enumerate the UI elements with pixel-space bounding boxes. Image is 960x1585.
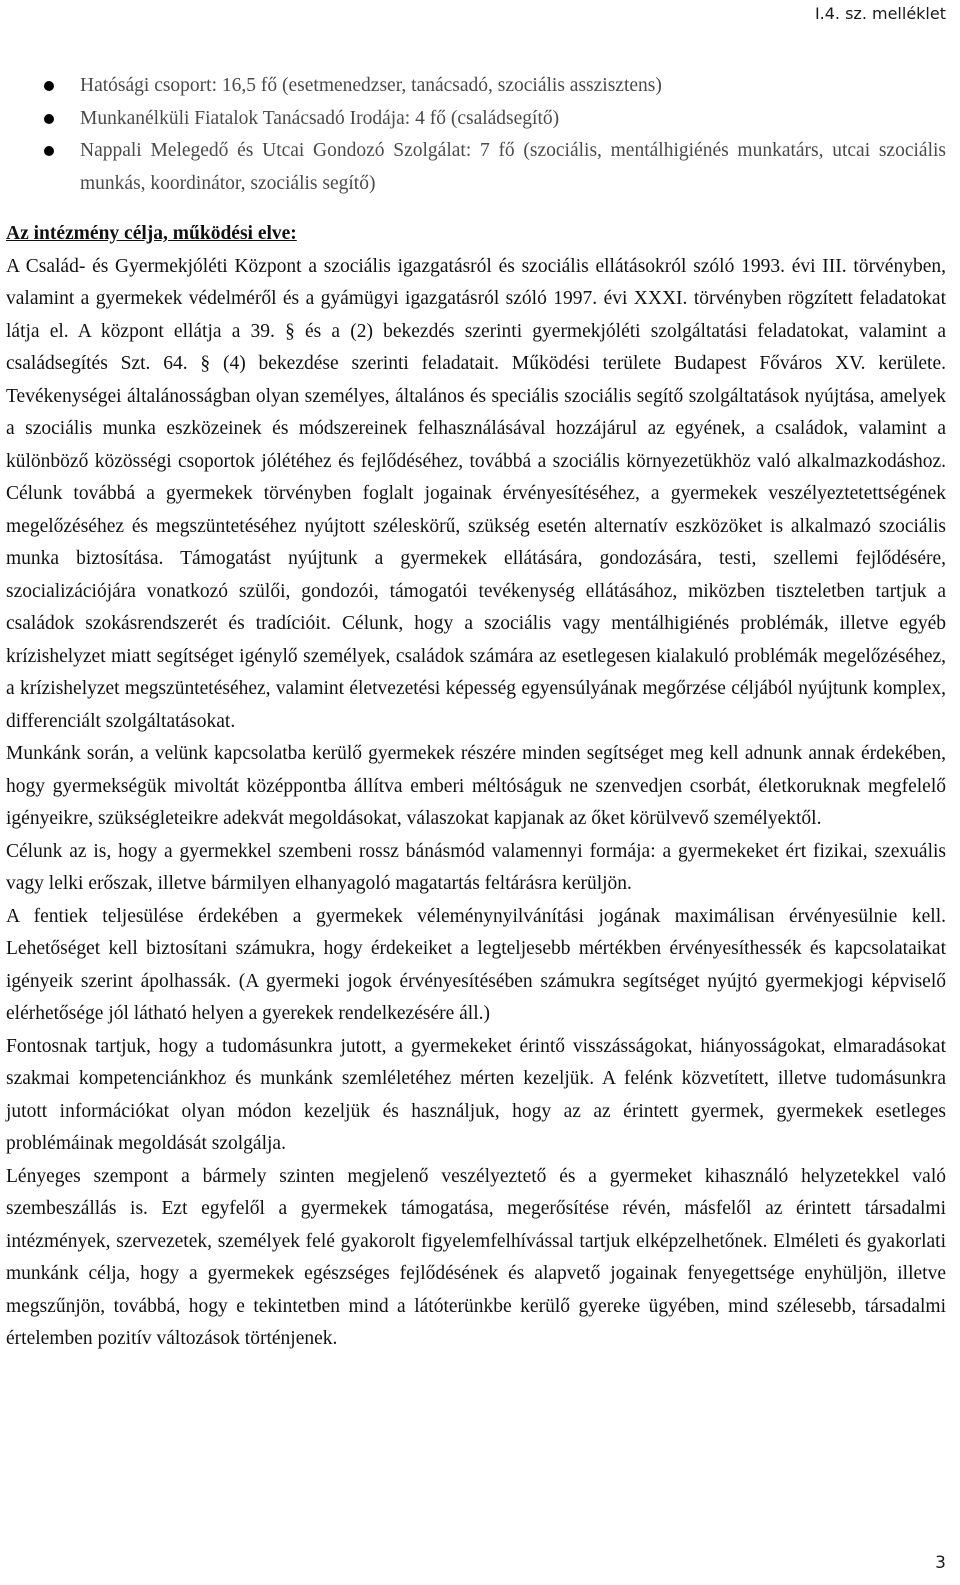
- page-number: 3: [935, 1553, 946, 1573]
- staff-list: [0, 70, 960, 200]
- paragraph: Munkánk során, a velünk kapcsolatba kerülő gyermekek részére minden segítséget meg kell adnunk annak érdekében, hogy gyermekségük mivoltát középpontba állítva emberi méltóságuk ne szenvedjen csorbát, életkoruknak megfelelő igényeikre, szükségleteikre adekvát megoldásokat, válaszokat kapjanak az őket körülvevő személyektől.: [6, 743, 946, 829]
- paragraph: Célunk az is, hogy a gyermekkel szembeni rossz bánásmód valamennyi formája: a gyermekeket ért fizikai, szexuális vagy lelki erőszak, illetve bármilyen elhanyagoló magatartás feltárásra kerüljön.: [6, 840, 946, 894]
- list-item-text: Hatósági csoport: 16,5 fő (esetmenedzser, tanácsadó, szociális asszisztens): [80, 75, 662, 96]
- list-item: [0, 103, 960, 136]
- paragraph: Fontosnak tartjuk, hogy a tudomásunkra jutott, a gyermekeket érintő visszásságokat, hiányosságokat, elmaradásokat szakmai kompetenciánkhoz és munkánk szemléletéhez mérten kezeljük. A felénk közvetített, illetve tudomásunkra jutott információkat olyan módon kezeljük és használjuk, hogy az az érintett gyermek, gyermekek esetleges problémáinak megoldását szolgálja.: [6, 1035, 946, 1154]
- list-item-text: Munkanélküli Fiatalok Tanácsadó Irodája: 4 fő (családsegítő): [80, 107, 560, 129]
- section-heading: Az intézmény célja, működési elve:: [6, 223, 297, 244]
- paragraph: A Család- és Gyermekjóléti Központ a szociális igazgatásról és szociális ellátásokról szóló 1993. évi III. törvényben, valamint a gyermekek védelméről és a gyámügyi igazgatásról szóló 1997. évi XXXI. törvényben rögzített feladatokat látja el. A központ ellátja a 39. § és a (2) bekezdés szerinti gyermekjóléti szolgáltatási feladatokat, valamint a családsegítés Szt. 64. § (4) bekezdése szerinti feladatait. Működési területe Budapest Főváros XV. kerülete. Tevékenységei általánosságban olyan személyes, általános és speciális szociális segítő szolgáltatások nyújtása, amelyek a szociális munka eszközeinek és módszereinek felhasználásával hozzájárul az egyének, a családok, valamint a különböző közösségi csoportok jólétéhez és fejlődéséhez, továbbá a szociális környezetükhöz való alkalmazkodáshoz. Célunk továbbá a gyermekek törvényben foglalt jogainak érvényesítéséhez, a gyermekek veszélyeztetettségének megelőzéséhez és megszüntetéséhez nyújtott széleskörű, szükség esetén alternatív eszközöket is alkalmazó szociális munka biztosítása. Támogatást nyújtunk a gyermekek ellátására, gondozására, testi, szellemi fejlődésére, szocializációjára vonatkozó szülői, gondozói, támogatói tevékenység ellátásához, miközben tiszteletben tartjuk a családok szokásrendszerét és tradícióit. Célunk, hogy a szociális vagy mentálhigiénés problémák, illetve egyéb krízishelyzet miatt segítséget igénylő személyek, családok számára az esetlegesen kialakuló problémák megelőzéséhez, a krízishelyzet megszüntetéséhez, valamint életvezetési képesség egyensúlyának megőrzése céljából nyújtunk komplex, differenciált szolgáltatásokat.: [6, 255, 946, 732]
- list-item: [0, 70, 960, 103]
- bullet-icon: [44, 146, 54, 156]
- list-item: [0, 135, 960, 200]
- paragraph: A fentiek teljesülése érdekében a gyermekek véleménynyilvánítási jogának maximálisan érvényesülnie kell. Lehetőséget kell biztosítani számukra, hogy érdekeiket a legteljesebb mértékben érvényesíthessék és kapcsolataikat igényeik szerint ápolhassák. (A gyermeki jogok érvényesítésében számukra segítséget nyújtó gyermekjogi képviselő elérhetősége jól látható helyen a gyerekek rendelkezésére áll.): [6, 905, 946, 1024]
- paragraph: Lényeges szempont a bármely szinten megjelenő veszélyeztető és a gyermeket kihasználó helyzetekkel való szembeszállás is. Ezt egyfelől a gyermekek támogatása, megerősítése révén, másfelől az érintett társadalmi intézmények, szervezetek, személyek felé gyakorolt figyelemfelhívással tartjuk elképzelhetőnek. Elméleti és gyakorlati munkánk célja, hogy a gyermekek egészséges fejlődésének és alapvető jogainak fenyegettsége enyhüljön, illetve megszűnjön, továbbá, hogy e tekintetben mind a látóterünkbe kerülő gyereke ügyében, mind szélesebb, társadalmi értelemben pozitív változások történjenek.: [6, 1165, 946, 1349]
- bullet-icon: [44, 114, 54, 124]
- attachment-label: I.4. sz. melléklet: [814, 4, 946, 23]
- list-item-text: Nappali Melegedő és Utcai Gondozó Szolgálat: 7 fő (szociális, mentálhigiénés munkatárs, utcai szociális munkás, koordinátor, szociális segítő): [80, 140, 946, 194]
- bullet-icon: [44, 81, 54, 91]
- section-body: [6, 218, 946, 1356]
